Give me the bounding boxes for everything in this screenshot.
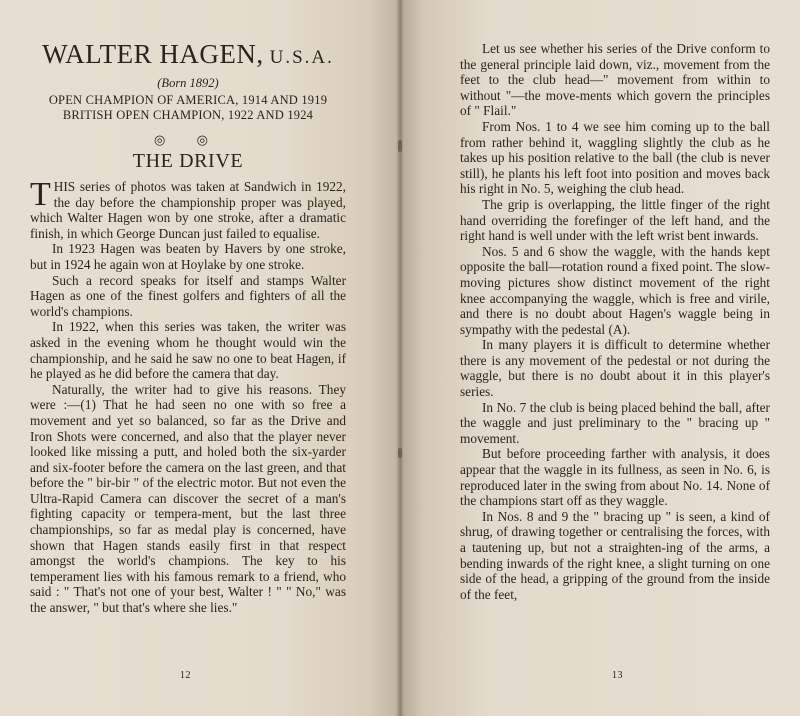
drop-cap: T [30, 176, 51, 213]
paragraph: Let us see whether his series of the Drive conform to the general principle laid down, viz., movement from the feet to the club head—" movement from within to without "—the move-ments which govern the principles of " Flail." [460, 41, 770, 119]
championship-line-1: OPEN CHAMPION OF AMERICA, 1914 AND 1919 [48, 93, 328, 107]
left-body-text [30, 176, 346, 616]
championship-line-2: BRITISH OPEN CHAMPION, 1922 AND 1924 [62, 108, 314, 122]
left-page-text-column [30, 38, 346, 616]
paragraph: In 1923 Hagen was beaten by Havers by one stroke, but in 1924 he again won at Hoylake by one stroke. [30, 241, 346, 272]
binding-stitch-mark [398, 448, 402, 458]
paragraph: The grip is overlapping, the little finger of the right hand overriding the forefinger of the left hand, and the right hand is well under with the left wrist bent inwards. [460, 196, 770, 244]
player-name: WALTER HAGEN, [42, 39, 264, 69]
right-body-text [460, 41, 770, 602]
birth-year: (Born 1892) [157, 76, 219, 90]
paragraph: In Nos. 8 and 9 the " bracing up " is seen, a kind of shrug, of drawing together or centralising the forces, with a tautening up, but not a straighten-ing of the arms, a bending inwards of the right knee, a slight turning on one side of the head, a gripping of the ground from the inside of the feet, [460, 508, 770, 602]
page-number-right: 13 [612, 670, 623, 681]
book-gutter [396, 0, 404, 716]
paragraph: In No. 7 the club is being placed behind the ball, after the waggle and just preliminary to the " bracing up " movement. [460, 399, 770, 446]
player-name-heading [30, 38, 346, 74]
paragraph: Naturally, the writer had to give his reasons. They were :—(1) That he had seen no one with so free a movement and yet so balanced, so far as the Drive and Iron Shots were concerned, and also that the player never looked like missing a putt, and holed both the six-yarder and six-footer before the camera on the last green, and that before the " bir-bir " of the electric motor. But not even the Ultra-Rapid Camera can discover the secret of a man's fighting capacity or tempera-ment, but the last three championships, so far as medal play is concerned, have shown that Hagen stands easily first in that respect amongst the world's champions. The key to his temperament lies with his famous remark to a friend, who said : " That's not one of your best, Walter ! " " No," was the answer, " but that's where she lies." [30, 381, 346, 616]
paragraph-text: HIS series of photos was taken at Sandwich in 1922, the day before the championship proper was played, which Walter Hagen won by one stroke, after a dramatic finish, in which George Duncan just failed to equalise. [30, 179, 346, 241]
paragraph: In 1922, when this series was taken, the writer was asked in the evening whom he thought would win the championship, and he said he saw no one to beat Hagen, if he played as he did before the camera that day. [30, 319, 346, 382]
right-page-text-column [460, 41, 770, 602]
paragraph [30, 176, 346, 241]
ornament-divider: ◎ ◎ [154, 132, 222, 147]
paragraph: Nos. 5 and 6 show the waggle, with the hands kept opposite the ball—rotation round a fixed point. The slow-moving pictures show distinct movement of the right knee accompanying the waggle, which is free and virile, and there is no doubt about Hagen's waggle being in sympathy with the pedestal (A). [460, 243, 770, 337]
page-number-left: 12 [180, 670, 191, 681]
player-country: U.S.A. [269, 47, 334, 68]
paragraph: Such a record speaks for itself and stamps Walter Hagen as one of the finest golfers and fighters of all the world's champions. [30, 272, 346, 319]
paragraph: In many players it is difficult to determine whether there is any movement of the pedestal or not during the waggle, but there is no doubt about it in this player's series. [460, 337, 770, 400]
binding-stitch-mark [398, 140, 402, 152]
paragraph: But before proceeding farther with analysis, it does appear that the waggle in its fullness, as seen in No. 6, is reproduced later in the swing from about No. 14. None of the champions start off as they waggle. [460, 446, 770, 509]
right-page [400, 0, 800, 716]
paragraph: From Nos. 1 to 4 we see him coming up to the ball from rather behind it, waggling slightly the club as he takes up his position relative to the ball (the club is never still), he plants his left foot into position and moves back his right in No. 5, weighing the club head. [460, 118, 770, 197]
section-title: THE DRIVE [132, 150, 244, 172]
